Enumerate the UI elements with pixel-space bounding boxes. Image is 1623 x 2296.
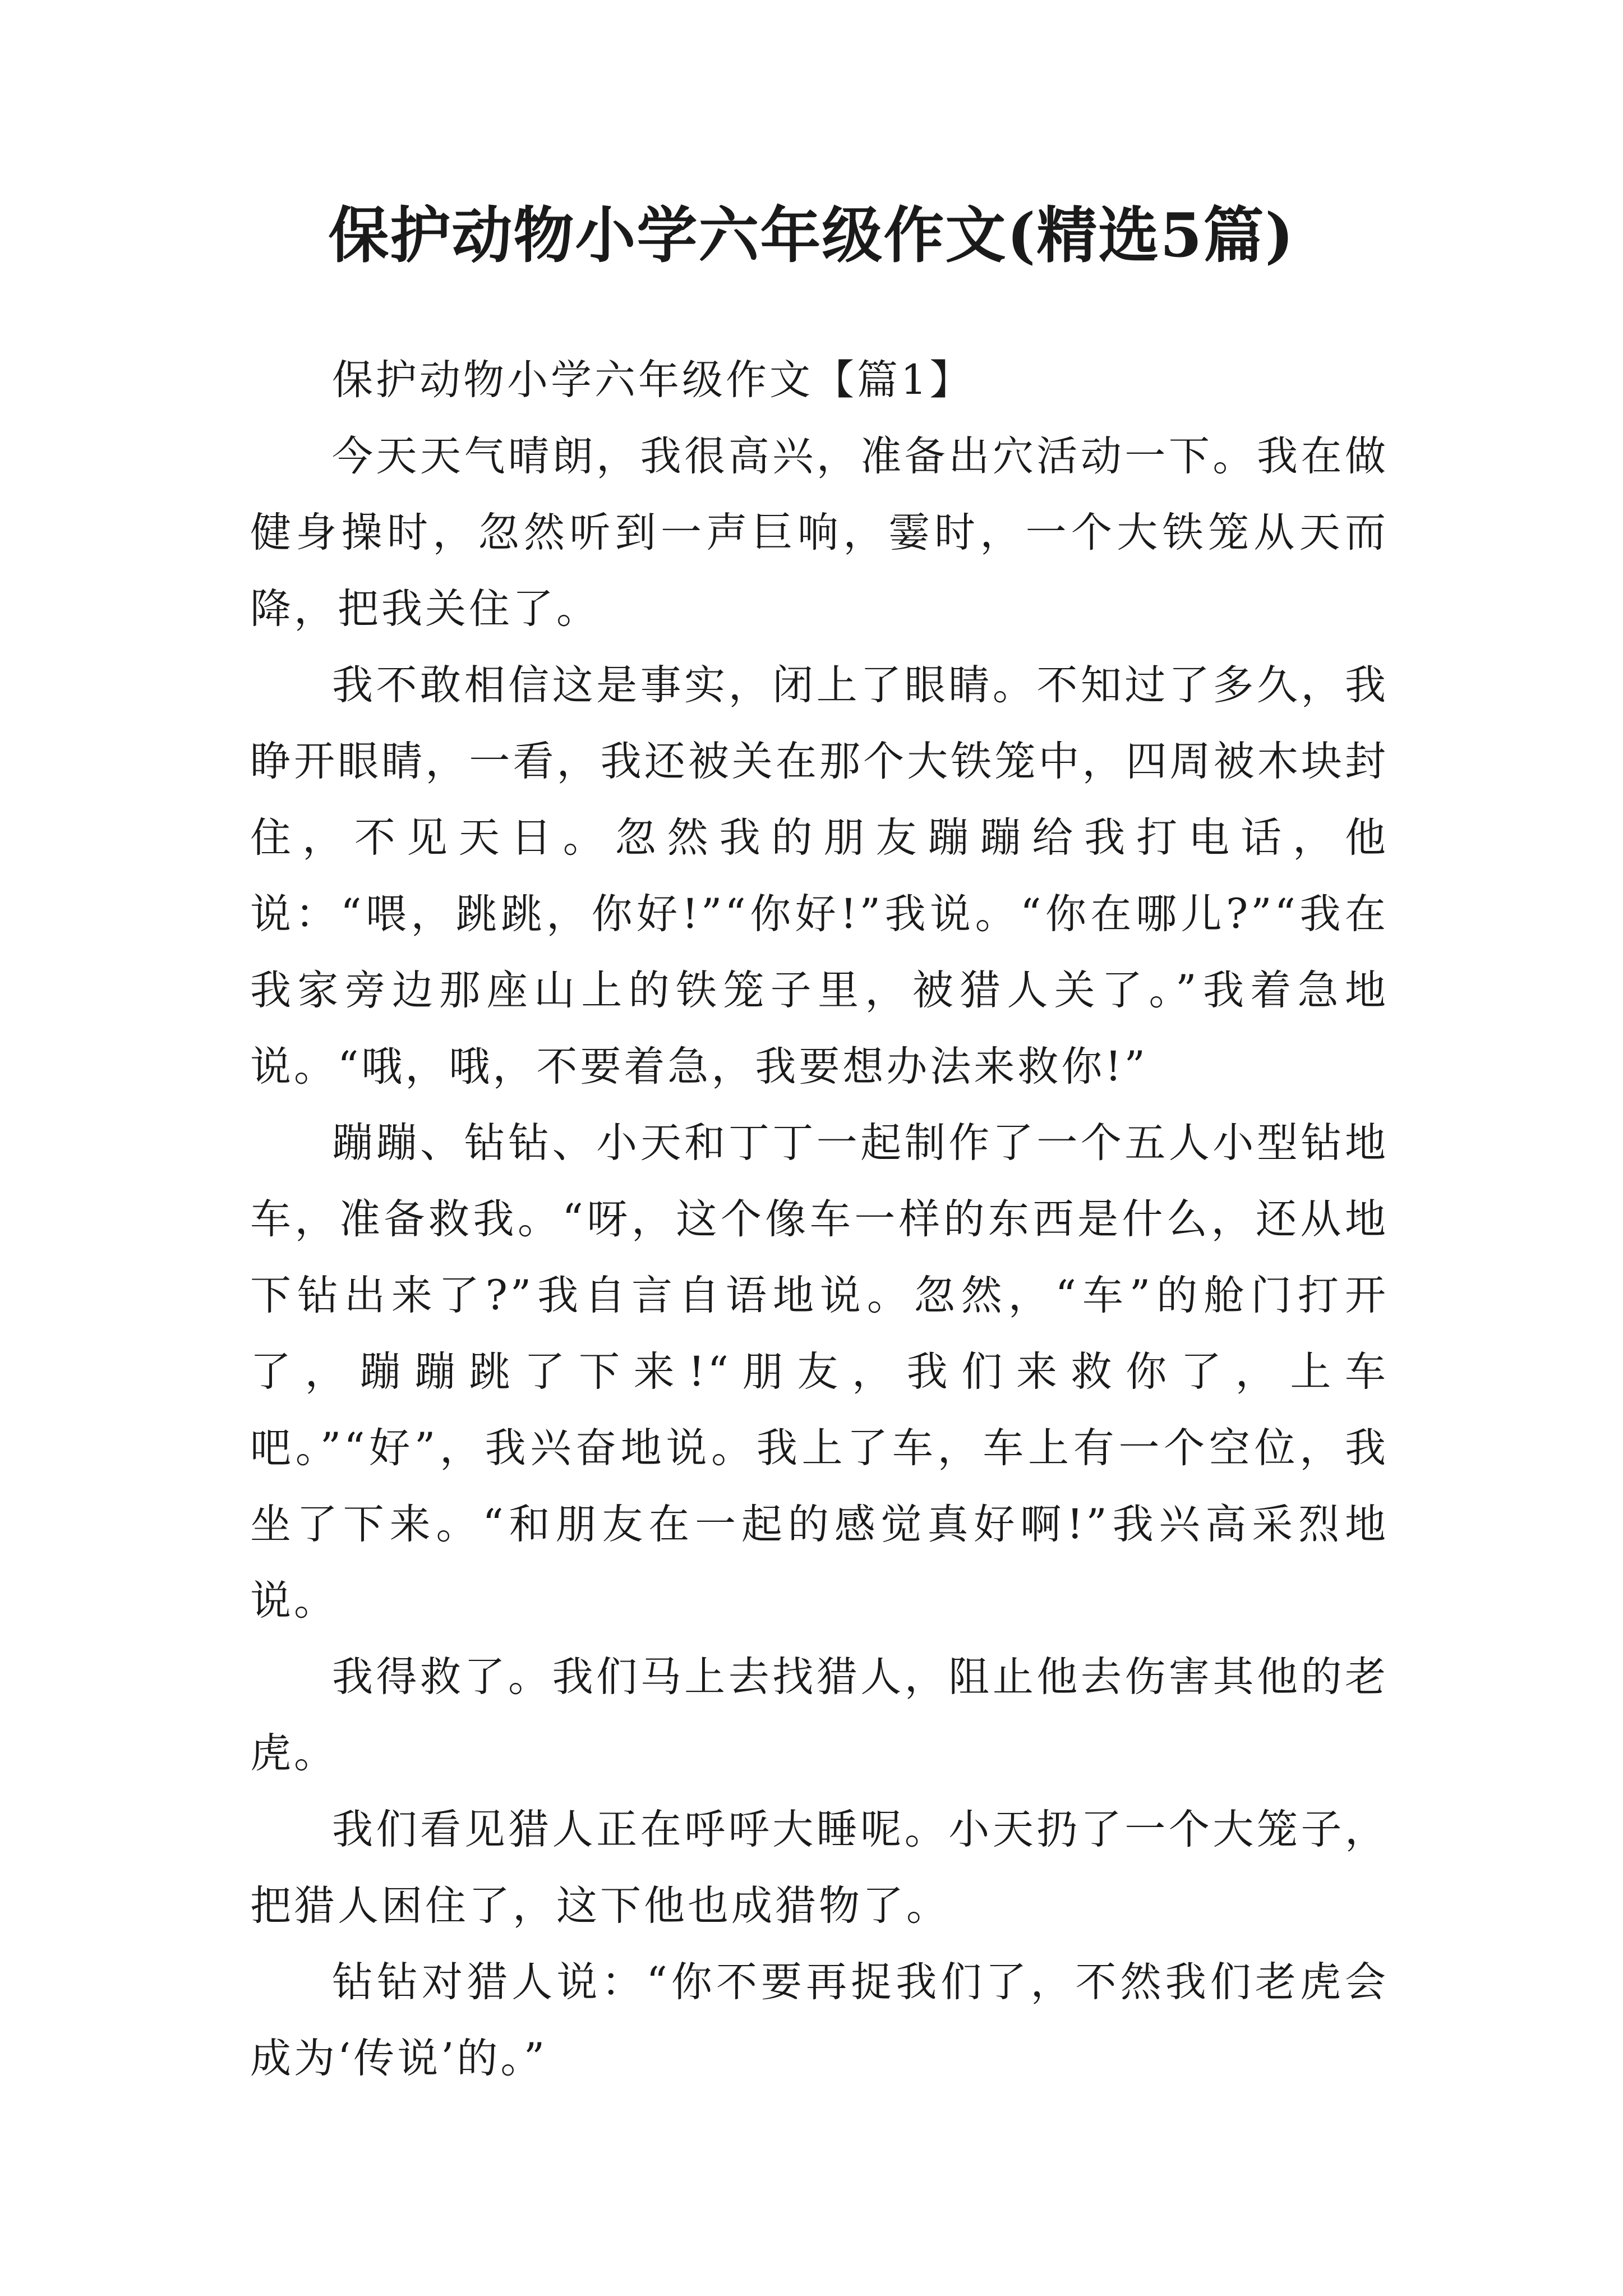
paragraph: 钻钻对猎人说：“你不要再捉我们了，不然我们老虎会成为‘传说’的。” [250,1958,1389,2082]
paragraph: 我们看见猎人正在呼呼大睡呢。小天扔了一个大笼子，把猎人困住了，这下他也成猎物了。 [250,1806,1389,1930]
paragraph: 蹦蹦、钻钻、小天和丁丁一起制作了一个五人小型钻地车，准备救我。“呀，这个像车一样的东西是什么，还从地下钻出来了?”我自言自语地说。忽然，“车”的舱门打开了，蹦蹦跳了下来!“朋友，我们来救你了，上车吧。”“好”，我兴奋地说。我上了车，车上有一个空位，我坐了下来。“和朋友在一起的感觉真好啊!”我兴高采烈地说。 [250,1119,1389,1625]
paragraph: 我得救了。我们马上去找猎人，阻止他去伤害其他的老虎。 [250,1653,1389,1777]
document-body [250,342,1389,2097]
paragraph: 今天天气晴朗，我很高兴，准备出穴活动一下。我在做健身操时，忽然听到一声巨响，霎时，一个大铁笼从天而降，把我关住了。 [250,432,1389,633]
document-title: 保护动物小学六年级作文(精选5篇) [328,200,1295,271]
paragraph: 我不敢相信这是事实，闭上了眼睛。不知过了多久，我睁开眼睛，一看，我还被关在那个大铁笼中，四周被木块封住，不见天日。忽然我的朋友蹦蹦给我打电话，他说：“喂，跳跳，你好!”“你好!”我说。“你在哪儿?”“我在我家旁边那座山上的铁笼子里，被猎人关了。”我着急地说。“哦，哦，不要着急，我要想办法来救你!” [250,661,1389,1091]
section-heading: 保护动物小学六年级作文【篇1】 [332,356,974,404]
